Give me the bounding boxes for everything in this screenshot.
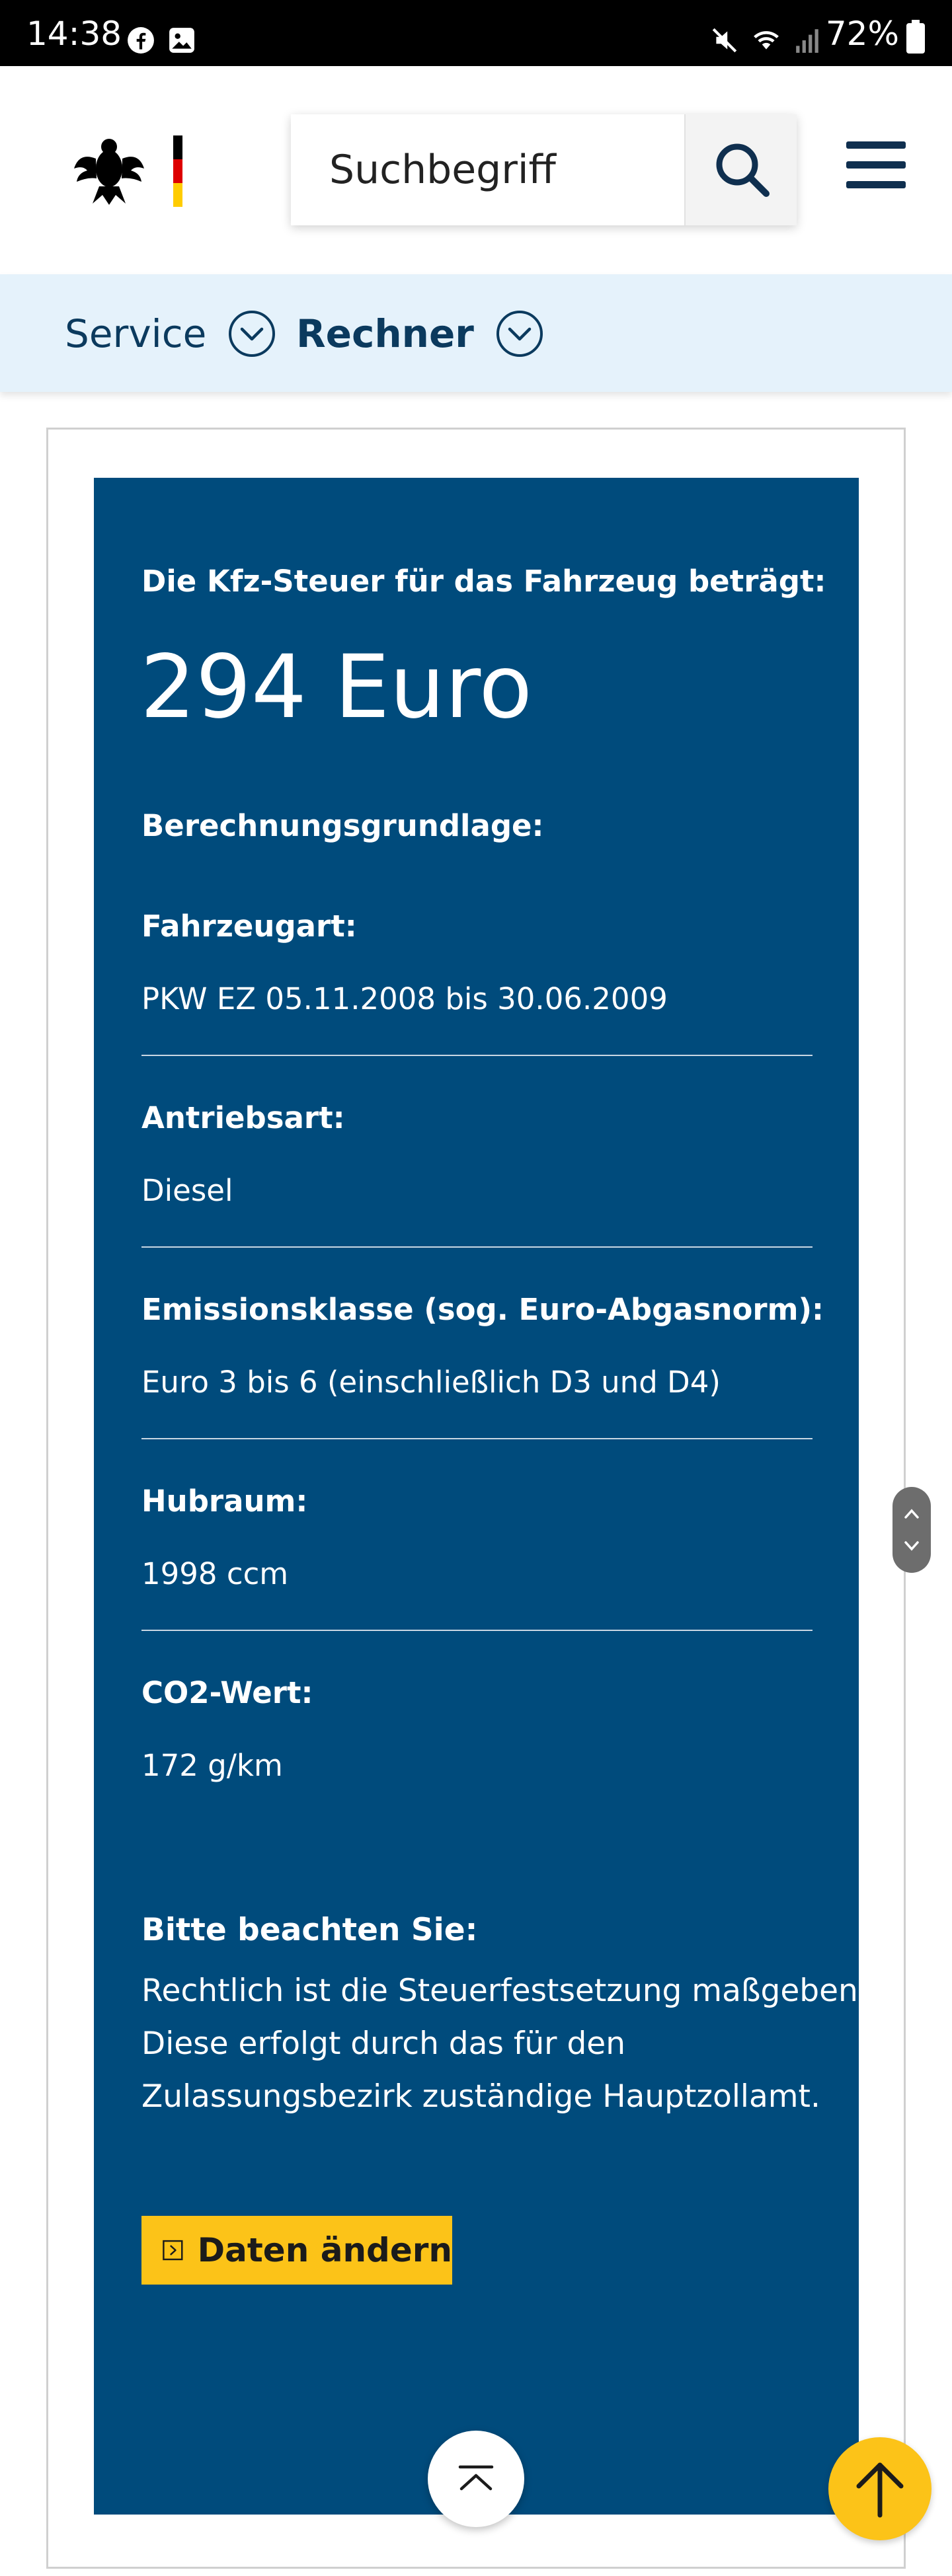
note-title: Bitte beachten Sie: <box>141 1912 478 1948</box>
field-label-emissionsklasse: Emissionsklasse (sog. Euro-Abgasnorm): <box>141 1292 824 1327</box>
edit-data-button[interactable] <box>141 2216 452 2285</box>
back-to-top-button[interactable] <box>828 2437 932 2540</box>
battery-icon <box>906 20 926 54</box>
bundesadler-logo[interactable] <box>73 132 192 208</box>
field-value-hubraum: 1998 ccm <box>141 1556 289 1591</box>
nav-label-service: Service <box>65 311 207 356</box>
tax-amount: 294 Euro <box>140 636 533 738</box>
field-value-antriebsart: Diesel <box>141 1173 233 1208</box>
search-input[interactable] <box>291 114 684 225</box>
scrollbar-handle[interactable] <box>892 1487 931 1573</box>
edit-data-label: Daten ändern <box>197 2231 452 2269</box>
menu-bar <box>846 141 906 149</box>
divider <box>141 1630 813 1631</box>
sub-navigation <box>0 274 952 392</box>
divider <box>141 1246 813 1248</box>
battery-level: 72% <box>825 15 899 53</box>
site-header <box>0 66 952 274</box>
gallery-icon <box>168 26 196 54</box>
facebook-icon <box>127 26 155 54</box>
note-line: Zulassungsbezirk zuständige Hauptzollamt. <box>141 2078 820 2115</box>
search-icon <box>713 141 770 198</box>
menu-bar <box>846 161 906 169</box>
search-button[interactable] <box>684 114 797 225</box>
menu-bar <box>846 181 906 188</box>
field-label-co2: CO2-Wert: <box>141 1675 313 1710</box>
scroll-arrows-icon <box>902 1501 922 1558</box>
note-line: Rechtlich ist die Steuerfestsetzung maßgebend. <box>141 1973 888 2009</box>
chevron-down-icon <box>227 309 276 358</box>
divider <box>141 1438 813 1439</box>
field-label-fahrzeugart: Fahrzeugart: <box>141 909 357 944</box>
divider <box>141 1055 813 1056</box>
arrow-up-icon <box>853 2460 906 2518</box>
arrow-box-icon <box>163 2236 183 2265</box>
note-text <box>141 1965 888 2123</box>
status-bar <box>0 0 952 66</box>
chevron-up-icon <box>456 2464 496 2494</box>
field-value-fahrzeugart: PKW EZ 05.11.2008 bis 30.06.2009 <box>141 981 668 1016</box>
hamburger-icon[interactable] <box>846 139 906 192</box>
result-heading: Die Kfz-Steuer für das Fahrzeug beträgt: <box>141 564 826 599</box>
basis-heading: Berechnungsgrundlage: <box>141 808 544 843</box>
field-value-co2: 172 g/km <box>141 1748 283 1783</box>
result-panel <box>94 478 888 2515</box>
nav-label-rechner: Rechner <box>296 311 474 356</box>
status-time: 14:38 <box>26 15 122 53</box>
field-label-antriebsart: Antriebsart: <box>141 1100 345 1135</box>
nav-item-rechner[interactable] <box>296 307 544 360</box>
field-value-emissionsklasse: Euro 3 bis 6 (einschließlich D3 und D4) <box>141 1365 721 1400</box>
field-label-hubraum: Hubraum: <box>141 1484 308 1519</box>
mute-icon <box>711 26 738 54</box>
note-line: Diese erfolgt durch das für den <box>141 2026 625 2062</box>
scroll-top-button[interactable] <box>428 2431 524 2527</box>
chevron-down-icon <box>495 309 544 358</box>
nav-item-service[interactable] <box>65 307 276 360</box>
wifi-icon <box>752 26 780 54</box>
search-box <box>291 114 797 225</box>
signal-icon <box>793 26 821 54</box>
